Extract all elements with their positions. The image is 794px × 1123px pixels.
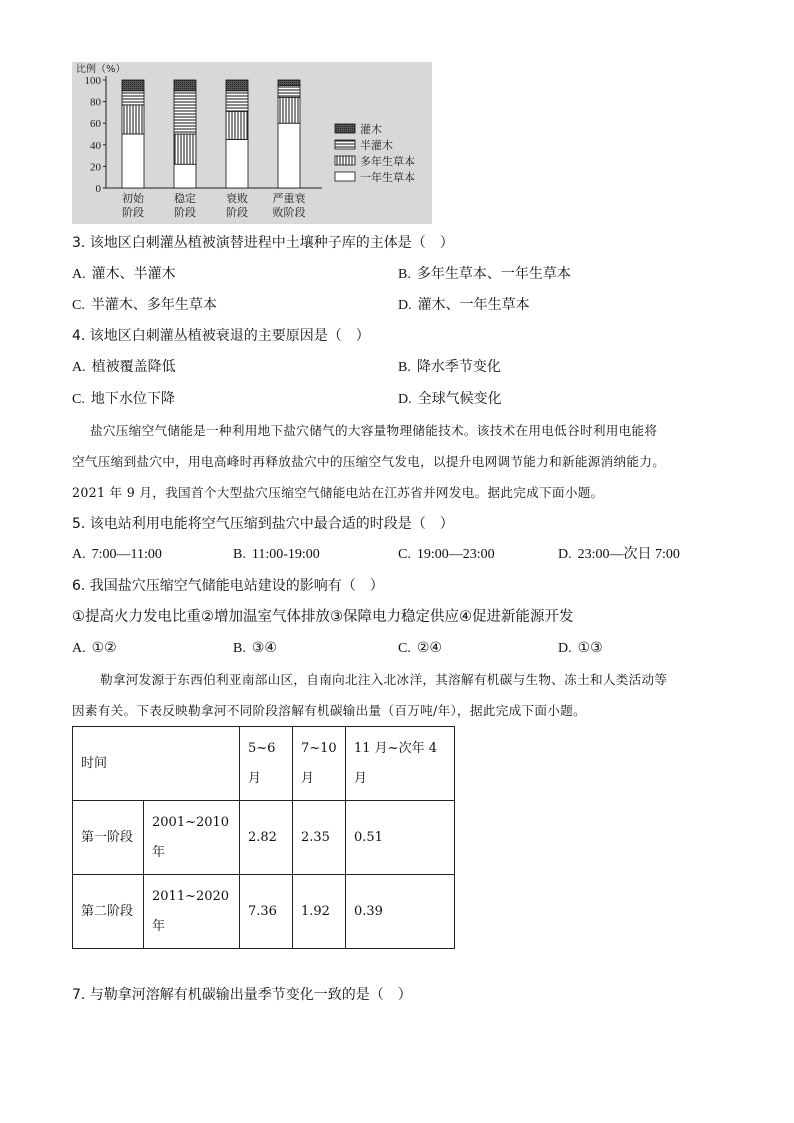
value-cell: 0.39 — [346, 875, 455, 949]
table-row — [73, 875, 455, 949]
legend-label: 一年生草本 — [360, 171, 415, 184]
bar-segment — [278, 85, 300, 97]
bar-segment — [122, 80, 144, 91]
option-text: 19:00—23:00 — [416, 547, 495, 562]
option-key: D. — [558, 547, 572, 562]
years-cell: 2011~2020 年 — [144, 875, 240, 949]
option-key: C. — [398, 547, 411, 562]
q4-option-c[interactable] — [72, 390, 175, 409]
x-tick-label: 阶段 — [122, 206, 144, 219]
option-text: 植被覆盖降低 — [91, 359, 176, 375]
passage1-line: 盐穴压缩空气储能是一种利用地下盐穴储气的大容量物理储能技术。该技术在用电低谷时利用电能将 — [90, 423, 658, 438]
q6-option-d[interactable] — [558, 639, 603, 658]
x-tick-label: 稳定 — [174, 192, 196, 205]
bar-segment — [174, 91, 196, 134]
q4-option-b[interactable] — [398, 358, 501, 377]
q3-option-c[interactable] — [72, 296, 217, 315]
option-key: C. — [72, 392, 85, 407]
value-cell: 0.51 — [346, 801, 455, 875]
option-text: 全球气候变化 — [417, 391, 502, 407]
q6-option-c[interactable] — [398, 639, 442, 658]
bar-segment — [174, 164, 196, 188]
header-col-1: 5~6 月 — [240, 727, 293, 801]
y-tick-label: 100 — [84, 75, 101, 87]
y-tick-label: 20 — [90, 161, 101, 174]
q3-option-b[interactable] — [398, 265, 571, 284]
q4-option-a[interactable] — [72, 358, 176, 377]
stage-cell: 第二阶段 — [73, 875, 144, 949]
header-col-2: 7~10 月 — [293, 727, 346, 801]
bar-segment — [278, 123, 300, 188]
option-key: D. — [398, 392, 412, 407]
q4-stem: 4. 该地区白刺灌丛植被衰退的主要原因是（ ） — [72, 328, 370, 344]
q5-option-a[interactable] — [72, 546, 162, 564]
passage2-line: 勒拿河发源于东西伯利亚南部山区，自南向北注入北冰洋，其溶解有机碳与生物、冻土和人类活动等 — [100, 672, 668, 687]
q5-option-c[interactable] — [398, 546, 495, 564]
bar-segment — [226, 111, 248, 139]
bar-segment — [226, 80, 248, 91]
option-text: ①③ — [577, 640, 603, 656]
x-tick-label: 阶段 — [226, 206, 248, 219]
legend-label: 多年生草本 — [360, 155, 415, 168]
passage1-line: 2021 年 9 月，我国首个大型盐穴压缩空气储能电站在江苏省并网发电。据此完成下面小题。 — [72, 485, 604, 500]
option-key: B. — [398, 360, 411, 375]
option-key: B. — [233, 641, 246, 656]
option-key: A. — [72, 267, 86, 282]
option-key: A. — [72, 641, 86, 656]
legend-swatch — [335, 124, 355, 133]
legend-swatch — [335, 156, 355, 165]
option-text: 11:00-19:00 — [251, 547, 320, 562]
q6-option-b[interactable] — [233, 639, 277, 658]
option-text: 7:00—11:00 — [91, 547, 162, 562]
option-text: 灌木、一年生草本 — [417, 297, 530, 313]
option-text: 降水季节变化 — [416, 359, 501, 375]
value-cell: 1.92 — [293, 875, 346, 949]
legend-swatch — [335, 140, 355, 149]
x-tick-label: 严重衰 — [272, 192, 306, 205]
stacked-bar-chart — [72, 62, 432, 224]
y-axis-label: 比例（%） — [76, 64, 126, 75]
value-cell: 7.36 — [240, 875, 293, 949]
option-text: ②④ — [416, 640, 442, 656]
option-key: A. — [72, 547, 86, 562]
x-tick-label: 初始 — [122, 192, 144, 205]
bar-segment — [122, 134, 144, 188]
option-key: D. — [398, 298, 412, 313]
bar-segment — [174, 134, 196, 164]
y-tick-label: 40 — [90, 139, 101, 152]
bar-segment — [278, 80, 300, 85]
bar-segment — [278, 97, 300, 123]
option-text: 多年生草本、一年生草本 — [416, 266, 571, 282]
vegetation-chart — [72, 62, 432, 224]
carbon-output-table — [72, 726, 455, 949]
bar-segment — [122, 91, 144, 105]
header-col-3: 11 月~次年 4 月 — [346, 727, 455, 801]
y-tick-label: 60 — [90, 118, 101, 131]
q4-option-d[interactable] — [398, 390, 502, 409]
option-key: C. — [398, 641, 411, 656]
option-text: ①② — [91, 640, 117, 656]
bar-segment — [226, 91, 248, 112]
q5-option-d[interactable] — [558, 546, 680, 564]
q6-statements: ①提高火力发电比重②增加温室气体排放③保障电力稳定供应④促进新能源开发 — [72, 609, 574, 625]
bar-segment — [226, 139, 248, 188]
q3-option-a[interactable] — [72, 265, 176, 284]
x-tick-label: 败阶段 — [272, 206, 306, 219]
q3-option-d[interactable] — [398, 296, 530, 315]
y-tick-label: 0 — [95, 183, 101, 195]
bar-segment — [174, 80, 196, 91]
years-cell: 2001~2010 年 — [144, 801, 240, 875]
q5-stem: 5. 该电站利用电能将空气压缩到盐穴中最合适的时段是（ ） — [72, 516, 454, 532]
passage2-line: 因素有关。下表反映勒拿河不同阶段溶解有机碳输出量（百万吨/年），据此完成下面小题。 — [72, 703, 586, 718]
header-time: 时间 — [73, 727, 240, 801]
y-tick-label: 80 — [90, 96, 101, 109]
table-row — [73, 801, 455, 875]
legend-label: 半灌木 — [360, 139, 393, 152]
option-text: 灌木、半灌木 — [91, 266, 176, 282]
q7-stem: 7. 与勒拿河溶解有机碳输出量季节变化一致的是（ ） — [72, 987, 412, 1003]
q6-stem: 6. 我国盐穴压缩空气储能电站建设的影响有（ ） — [72, 578, 384, 594]
option-text: 23:00—次日 7:00 — [577, 547, 680, 562]
passage1-line: 空气压缩到盐穴中，用电高峰时再释放盐穴中的压缩空气发电，以提升电网调节能力和新能源消纳能力。 — [72, 454, 666, 469]
q3-stem: 3. 该地区白刺灌丛植被演替进程中土壤种子库的主体是（ ） — [72, 235, 454, 251]
value-cell: 2.82 — [240, 801, 293, 875]
option-key: C. — [72, 298, 85, 313]
bar-segment — [122, 105, 144, 134]
option-key: B. — [233, 547, 246, 562]
x-tick-label: 阶段 — [174, 206, 196, 219]
option-key: A. — [72, 360, 86, 375]
q5-option-b[interactable] — [233, 546, 320, 564]
legend-swatch — [335, 172, 355, 181]
stage-cell: 第一阶段 — [73, 801, 144, 875]
q6-option-a[interactable] — [72, 639, 117, 658]
legend-label: 灌木 — [360, 123, 382, 136]
x-tick-label: 衰败 — [226, 192, 248, 205]
value-cell: 2.35 — [293, 801, 346, 875]
option-key: D. — [558, 641, 572, 656]
option-text: 地下水位下降 — [90, 391, 175, 407]
table-header-row — [73, 727, 455, 801]
option-text: ③④ — [251, 640, 277, 656]
option-key: B. — [398, 267, 411, 282]
option-text: 半灌木、多年生草本 — [90, 297, 217, 313]
